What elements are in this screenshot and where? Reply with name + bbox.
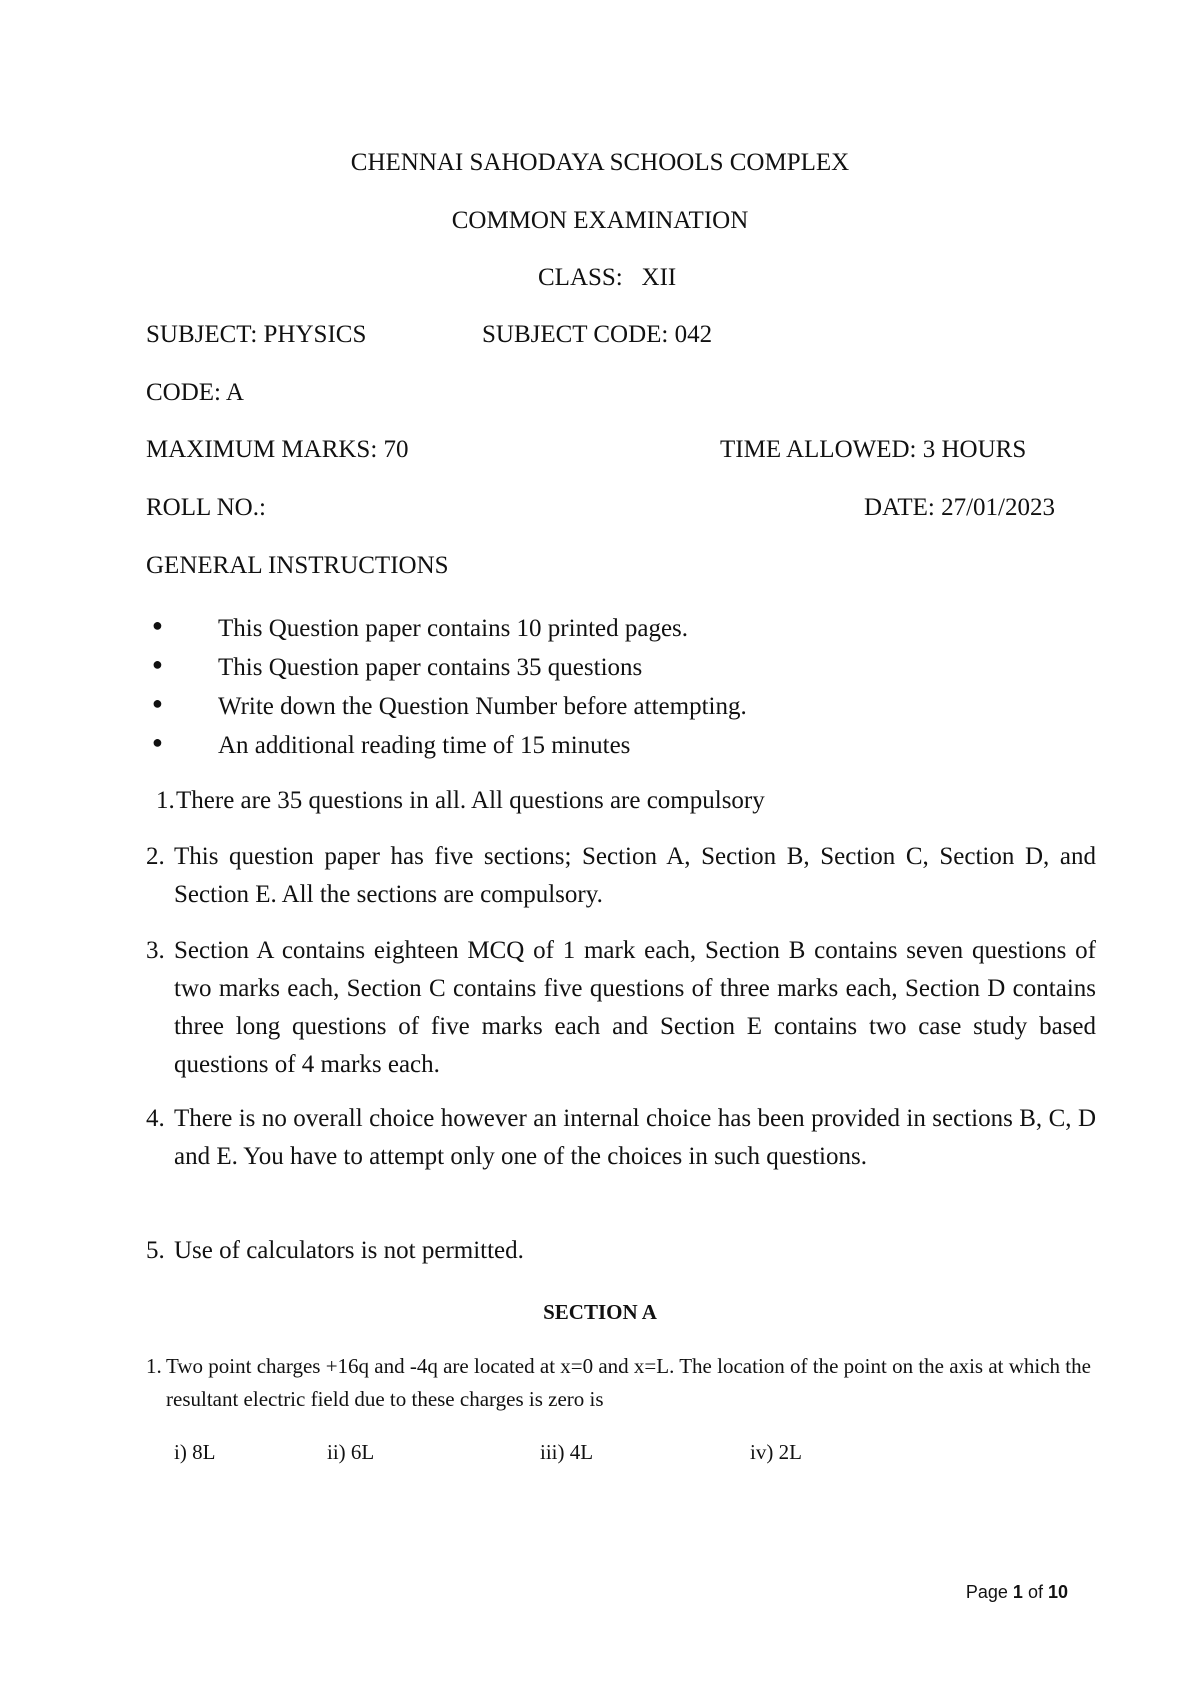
class-label: [538, 265, 676, 290]
class-label-text: CLASS:: [538, 264, 623, 291]
instruction-text: This question paper has five sections; Section A, Section B, Section C, Section D, and Section E. All the sections are compulsory.: [174, 843, 1096, 908]
page-word: Page: [965, 1582, 1008, 1602]
bullet-text: This Question paper contains 10 printed pages.: [218, 615, 689, 642]
bullet-text: An additional reading time of 15 minutes: [218, 732, 631, 759]
instruction-1: [146, 782, 1096, 820]
roll-no: ROLL NO.:: [146, 494, 266, 521]
subject-code: SUBJECT CODE: 042: [482, 321, 713, 348]
option-iv: iv) 2L: [750, 1440, 802, 1464]
option-iii: iii) 4L: [540, 1440, 594, 1464]
instruction-5: [146, 1232, 1096, 1270]
page-number: 1: [1012, 1582, 1023, 1602]
question-1: [146, 1350, 1096, 1416]
instruction-2: [146, 838, 1096, 914]
instruction-3: [146, 932, 1096, 1084]
instruction-number: 1.: [156, 787, 175, 814]
instruction-text: There are 35 questions in all. All questions are compulsory: [176, 787, 765, 814]
instruction-number: 3.: [146, 937, 165, 964]
instruction-text: Section A contains eighteen MCQ of 1 mark each, Section B contains seven questions of two marks each, Section C contains five questions of three marks each, Section D contains three long questions of five marks each and Section E contains two case study based questions of 4 marks each.: [174, 937, 1096, 1078]
section-a-title: SECTION A: [543, 1300, 657, 1324]
bullet-icon: ●: [152, 693, 163, 713]
bullet-text: Write down the Question Number before attempting.: [218, 693, 747, 720]
exam-title: COMMON EXAMINATION: [451, 207, 749, 234]
instruction-text: There is no overall choice however an internal choice has been provided in sections B, C, D and E. You have to attempt only one of the choices in such questions.: [174, 1105, 1096, 1170]
question-text: Two point charges +16q and -4q are located at x=0 and x=L. The location of the point on the axis at which the resultant electric field due to these charges is zero is: [166, 1354, 1091, 1411]
option-i: i) 8L: [174, 1440, 216, 1464]
instruction-number: 4.: [146, 1105, 165, 1132]
question-number: 1.: [146, 1354, 162, 1378]
bullet-text: This Question paper contains 35 questions: [218, 654, 643, 681]
instruction-number: 2.: [146, 843, 165, 870]
instruction-number: 5.: [146, 1237, 165, 1264]
page-total: 10: [1047, 1582, 1068, 1602]
max-marks: MAXIMUM MARKS: 70: [146, 436, 409, 463]
paper-code: CODE: A: [146, 379, 244, 406]
time-allowed: TIME ALLOWED: 3 HOURS: [720, 436, 1027, 463]
page-footer: [966, 1582, 1068, 1603]
subject: SUBJECT: PHYSICS: [146, 321, 367, 348]
bullet-icon: ●: [152, 654, 163, 674]
instruction-4: [146, 1100, 1096, 1176]
of-word: of: [1027, 1582, 1043, 1602]
bullet-icon: ●: [152, 732, 163, 752]
org-title: CHENNAI SAHODAYA SCHOOLS COMPLEX: [350, 149, 850, 176]
option-ii: ii) 6L: [327, 1440, 375, 1464]
bullet-icon: ●: [152, 615, 163, 635]
instructions-heading: GENERAL INSTRUCTIONS: [146, 552, 449, 579]
exam-date: DATE: 27/01/2023: [864, 494, 1055, 521]
instruction-text: Use of calculators is not permitted.: [174, 1237, 524, 1264]
class-value: XII: [641, 264, 677, 291]
